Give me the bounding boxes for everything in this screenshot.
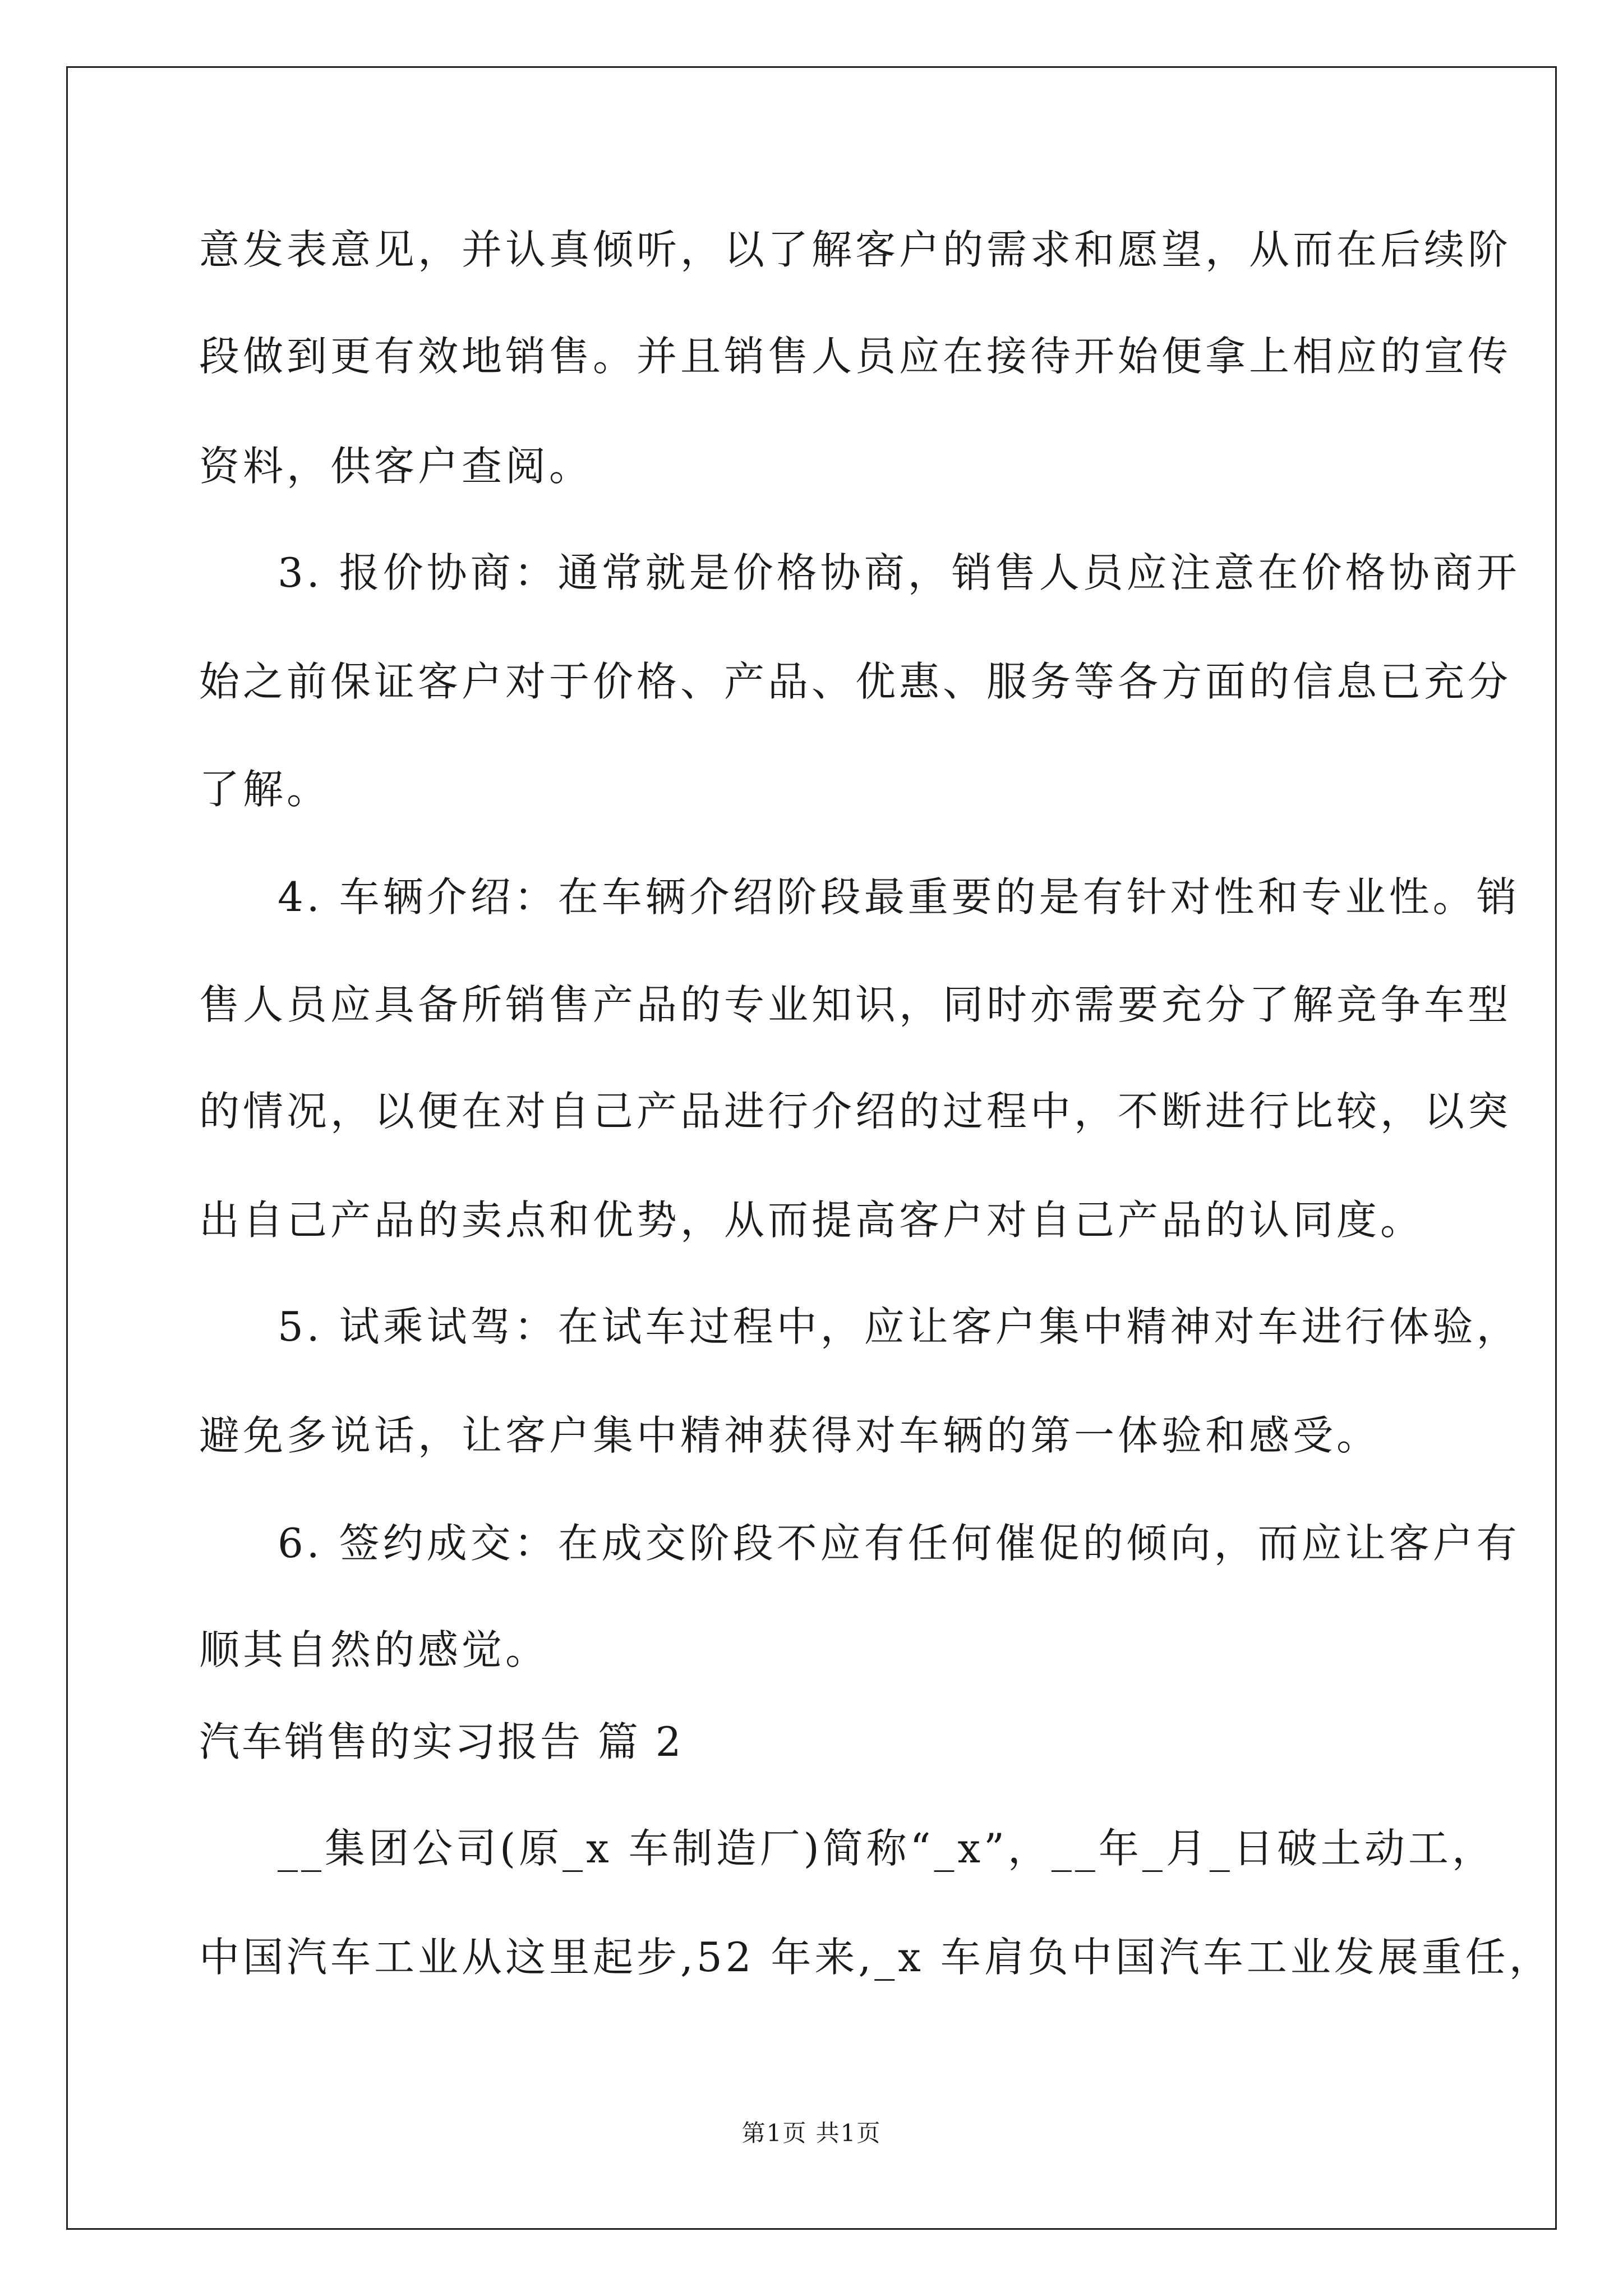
list-item-6-line: 6. 签约成交：在成交阶段不应有任何催促的倾向，而应让客户有 [278, 1520, 1520, 1567]
body-line: 段做到更有效地销售。并且销售人员应在接待开始便拿上相应的宣传 [199, 333, 1512, 380]
body-line: 出自己产品的卖点和优势，从而提高客户对自己产品的认同度。 [199, 1197, 1424, 1244]
body-line: 售人员应具备所销售产品的专业知识，同时亦需要充分了解竞争车型 [199, 981, 1512, 1028]
body-line: 意发表意见，并认真倾听，以了解客户的需求和愿望，从而在后续阶 [199, 226, 1512, 273]
body-line: 资料，供客户查阅。 [199, 443, 593, 490]
body-line: 中国汽车工业从这里起步,52 年来,_x 车肩负中国汽车工业发展重任， [199, 1934, 1553, 1981]
list-item-4-line: 4. 车辆介绍：在车辆介绍阶段最重要的是有针对性和专业性。销 [278, 873, 1520, 921]
page-border [66, 66, 1557, 2230]
body-line: 顺其自然的感觉。 [199, 1626, 550, 1673]
body-line: 始之前保证客户对于价格、产品、优惠、服务等各方面的信息已充分 [199, 658, 1512, 705]
page-footer: 第1页 共1页 [741, 2119, 882, 2147]
body-line: 避免多说话，让客户集中精神获得对车辆的第一体验和感受。 [199, 1412, 1381, 1459]
list-item-5-line: 5. 试乘试驾：在试车过程中，应让客户集中精神对车进行体验， [278, 1303, 1520, 1350]
body-line: 了解。 [199, 766, 331, 813]
section-heading: 汽车销售的实习报告 篇 2 [199, 1718, 684, 1765]
body-line: __集团公司(原_x 车制造厂)简称“_x”，__年_月_日破土动工， [278, 1825, 1496, 1872]
list-item-3-line: 3. 报价协商：通常就是价格协商，销售人员应注意在价格协商开 [278, 549, 1520, 596]
body-line: 的情况，以便在对自己产品进行介绍的过程中，不断进行比较，以突 [199, 1088, 1512, 1135]
